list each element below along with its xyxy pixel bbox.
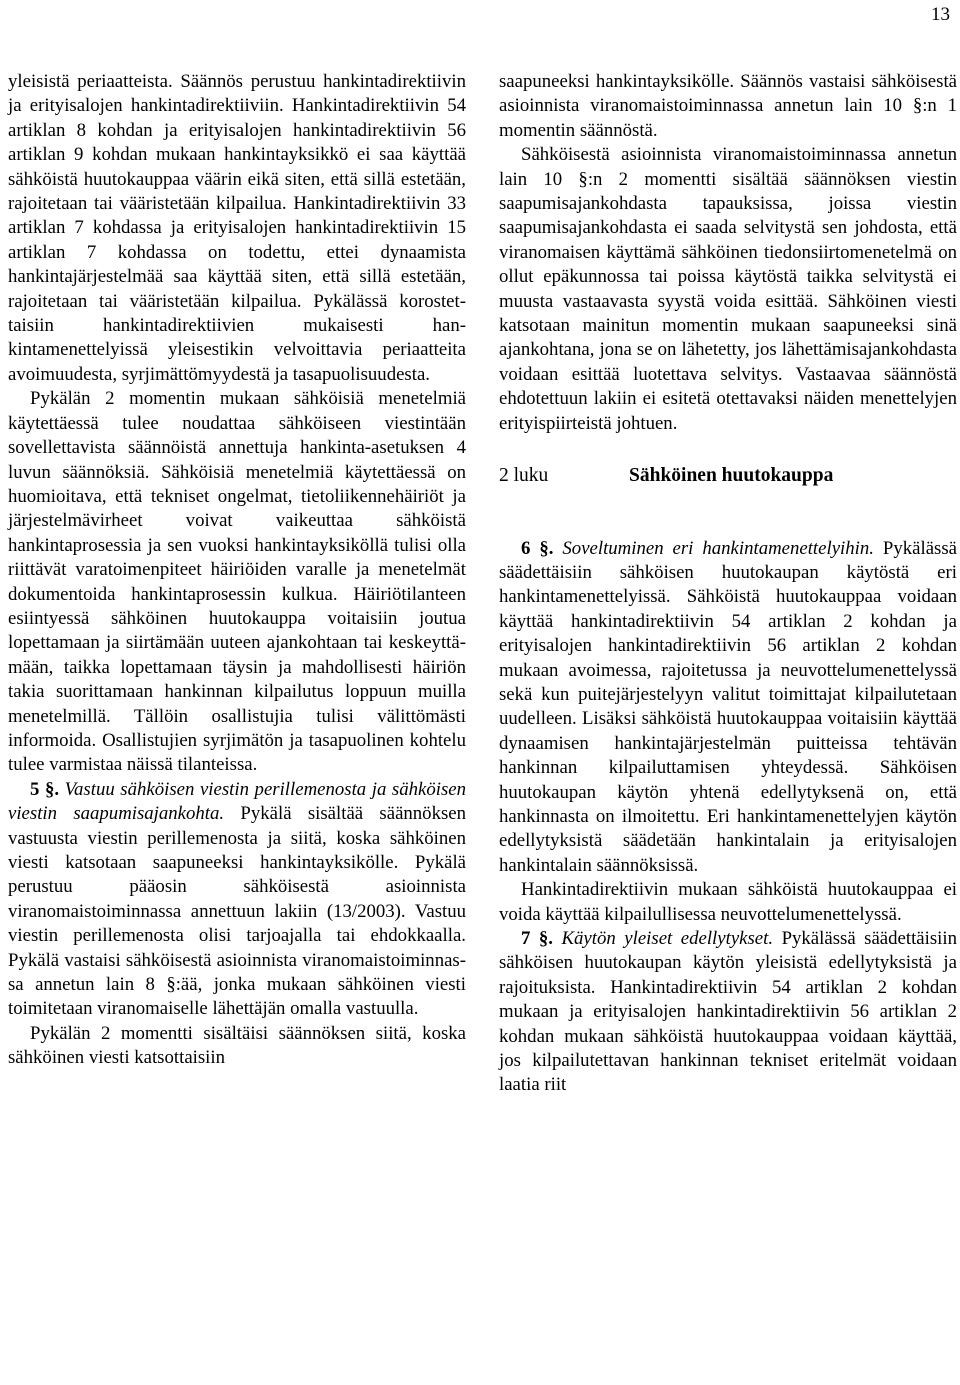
left-paragraph-3: Pykälän 2 momentti sisältäisi säännöksen siitä, koska sähköinen viesti katsottaisiin xyxy=(8,1022,466,1069)
section-5-number: 5 §. xyxy=(30,778,60,800)
left-paragraph-1: yleisistä periaatteista. Säännös perustuu hankintadirektiivin ja erityisalojen hankintadirektiiviin. Hankintadirektiivin 54 artiklan 8 kohdan ja erityisalojen hankintadirektiivin 56 artiklan 9 kohdan mukaan hankintayksikkö ei saa käyttää sähköistä huutokauppaa väärin eikä siten, että sillä estetään, rajoitetaan tai vääristetään kilpailua. Hankintadirektiivin 33 artiklan 7 kohdassa ja erityisalojen hankintadirektiivin 15 artiklan 7 kohdassa on todettu, ettei dynaamista hankintajärjestelmää saa käyttää siten, että sillä estetään, rajoitetaan tai vääristetään kilpailua. Pykälässä korostettaisiin hankintadirektiivien mukaisesti hankintamenettelyissä yleisestikin velvoittavia periaatteita avoimuudesta, syrjimättömyydestä ja tasapuolisuudesta. xyxy=(8,71,466,385)
section-5-title: Vastuu sähköisen viestin perillemenosta ja sähköisen viestin saapumisajankohta. xyxy=(8,778,467,825)
section-6-text: Pykälässä säädettäisiin sähköisen huutokaupan käytöstä eri hankintamenettelyissä. Sähköistä huutokauppaa voidaan käyttää hankintadirektiivin 54 artiklan 2 kohdan ja erityisalojen hankintadirektiivin 56 artiklan 2 kohdan mukaan avoimessa, rajoitetussa ja neuvottelumenettelyssä sekä kun puitejärjestelyyn valitut toimittajat kilpailutetaan uudelleen. Lisäksi sähköistä huutokauppaa voitaisiin käyttää dynaamisen hankintajärjestelmän puitteissa tehtävän hankinnan kilpailuttamisen yhteydessä. Sähköisen huutokaupan käytön yhtenä edellytyksenä on, että hankinnasta on ilmoitettu. Eri hankintamenettelyjen käytön edellytyksistä säädetään hankintalain ja erityisalojen hankintalain säännöksissä. xyxy=(499,537,957,876)
left-paragraph-2: Pykälän 2 momentin mukaan sähköisiä menetelmiä käytettäessä tulee noudattaa sähköiseen viestintään sovellettavista säännöistä annettuja hankinta-asetuksen 4 luvun säännöksiä. Sähköisiä menetelmiä käytettäessä on huomioitava, että tekniset ongelmat, tietoliikennehäiriöt ja järjestelmävirheet voivat vaikeuttaa sähköistä hankintaprosessia ja sen vuoksi hankintayksiköllä tulisi olla riittävät varatoimenpiteet häiriöiden varalle ja menetelmät dokumentoida hankintaprosessin kulkua. Häiriötilanteen esiintyessä sähköinen huutokauppa voitaisiin joutua lopettamaan ja siirtämään uuteen ajankohtaan tai keskeyttämään, taikka lopettamaan täysin ja mahdollisesti häiriön takia suorittamaan hankinnan kilpailutus loppuun muilla menetelmillä. Tällöin osallistujia tulisi välittömästi informoida. Osallistujien syrjimätön ja tasapuolinen kohtelu tulee varmistaa näissä tilanteissa. xyxy=(8,388,466,776)
right-paragraph-3: Hankintadirektiivin mukaan sähköistä huutokauppaa ei voida käyttää kilpailullisessa neuvottelumenettelyssä. xyxy=(499,879,957,925)
right-column xyxy=(499,70,957,1098)
section-7 xyxy=(499,927,957,1098)
section-6-title: Soveltuminen eri hankintamenettelyihin. xyxy=(562,537,874,559)
right-paragraph-1: saapuneeksi hankintayksikölle. Säännös vastaisi sähköisestä asioinnista viranomaistoiminnassa annetun lain 10 §:n 1 momentin säännöstä. xyxy=(499,71,957,141)
section-7-text: Pykälässä säädettäisiin sähköisen huutokaupan käytön yleisistä edellytyksistä ja rajoituksista. Hankintadirektiivin 54 artiklan 2 kohdan mukaan ja erityisalojen hankintadirektiivin 56 artiklan 2 kohdan mukaan sähköistä huutokauppaa voidaan käyttää, jos kilpailutettavan hankinnan tekniset eritelmät voidaan laatia riit xyxy=(499,928,957,1096)
section-5 xyxy=(8,778,466,1022)
chapter-heading xyxy=(499,464,957,488)
section-5-text: Pykälä sisältää säännöksen vastuusta viestin perillemenosta ja siitä, koska sähköinen viesti katsotaan saapuneeksi hankintayksikölle. Pykälä perustuu pääosin sähköisestä asioinnista viranomaistoiminnassa annettuun lakiin (13/2003). Vastuu viestin perillemenosta olisi tarjoajalla tai ehdokkaalla. Pykälä vastaisi sähköisestä asioinnista viranomaistoiminnassa annetun lain 8 §:ää, jonka mukaan sähköinen viesti toimitetaan viranomaiselle lähettäjän omalla vastuulla. xyxy=(8,803,466,1020)
section-6 xyxy=(499,537,957,879)
section-7-number: 7 §. xyxy=(521,928,553,949)
chapter-title: Sähköinen huutokauppa xyxy=(629,465,834,487)
left-column xyxy=(8,70,466,1071)
section-6-number: 6 §. xyxy=(521,537,554,559)
section-7-title: Käytön yleiset edellytykset. xyxy=(561,928,774,949)
chapter-number: 2 luku xyxy=(499,465,549,487)
page-number: 13 xyxy=(931,4,950,25)
right-paragraph-2: Sähköisestä asioinnista viranomaistoiminnassa annetun lain 10 §:n 2 momentti sisältää säännöksen viestin saapumisajankohdasta tapauksissa, joissa viestin saapumisajankohdasta ei saada selvitystä sen johdosta, että viranomaisen käyttämä sähköinen tiedonsiirtomenetelmä on ollut epäkunnossa tai poissa käytöstä taikka selvitystä ei muusta vastaavasta syystä voida esittää. Sähköinen viesti katsotaan mainitun momentin mukaan saapuneeksi sinä ajankohtana, jona se on lähetetty, jos lähettämisajankohdasta voidaan esittää luotettava selvitys. Vastaavaa säännöstä ehdotettuun lakiin ei esitetä otettavaksi näiden menettelyjen erityispiirteistä johtuen. xyxy=(499,144,957,434)
